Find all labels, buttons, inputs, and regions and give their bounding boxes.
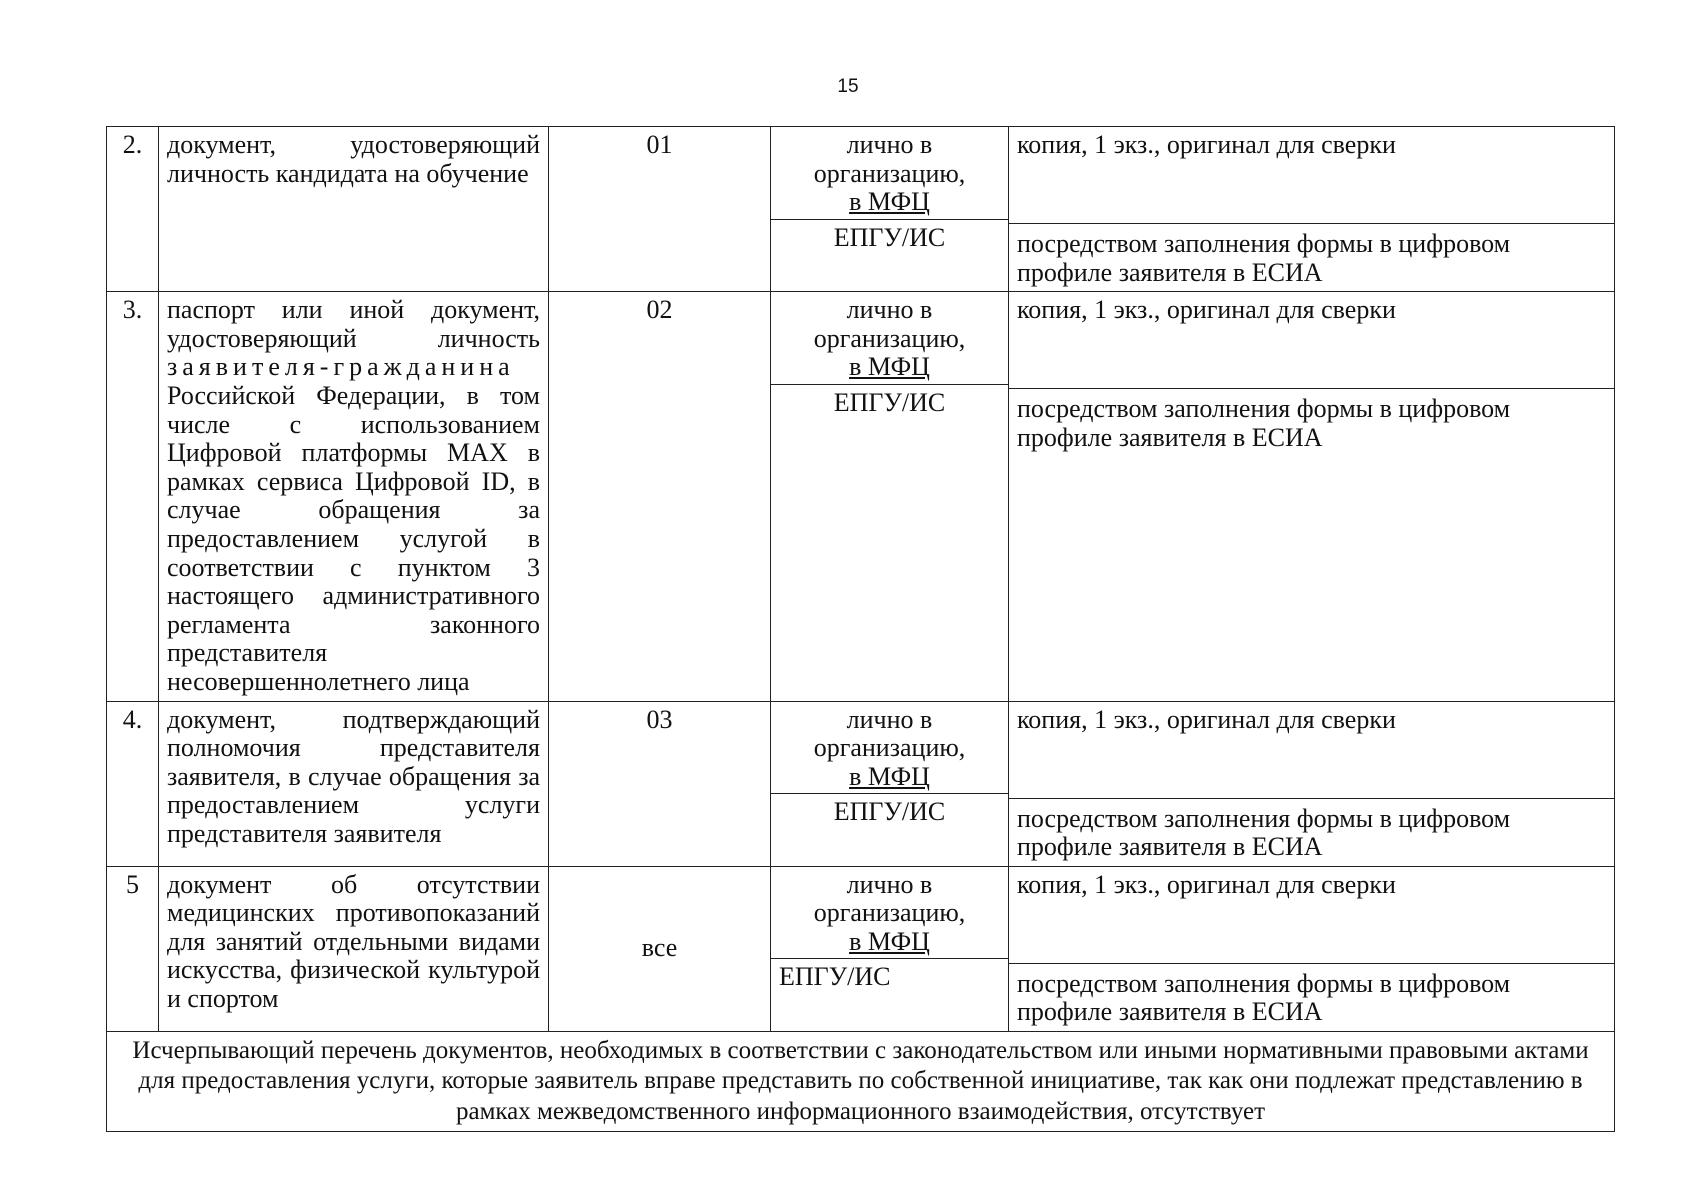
footer-note: Исчерпывающий перечень документов, необходимых в соответствии с законодательством или иными нормативными правовыми актами для предоставления услуги, которые заявитель вправе представить по собственной инициативе, так как они подлежат представлению в рамках межведомственного информационного взаимодействия, отсутствует bbox=[107, 1031, 1615, 1132]
form-online: посредством заполнения формы в цифровом профиле заявителя в ЕСИА bbox=[1017, 394, 1511, 452]
method-personal: лично в организацию, bbox=[813, 130, 966, 188]
document-name: документ, удостоверяющий личность кандидата на обучение bbox=[159, 127, 549, 292]
form-online: посредством заполнения формы в цифровом профиле заявителя в ЕСИА bbox=[1017, 229, 1511, 287]
document-name bbox=[159, 292, 549, 701]
category-code: все bbox=[549, 866, 771, 1031]
documents-table bbox=[106, 126, 1615, 1132]
form-personal: копия, 1 экз., оригинал для сверки bbox=[1009, 702, 1614, 799]
method-personal-block bbox=[771, 127, 1008, 220]
row-number: 2. bbox=[107, 127, 159, 292]
method-personal-block bbox=[771, 702, 1008, 795]
form-online: посредством заполнения формы в цифровом профиле заявителя в ЕСИА bbox=[1017, 803, 1511, 862]
document-name-spaced: заявителя-гражданина bbox=[167, 352, 515, 382]
document-name-part: паспорт или иной документ, удостоверяющий личность bbox=[167, 295, 540, 353]
table-row bbox=[107, 701, 1615, 866]
submission-method bbox=[771, 866, 1009, 1031]
method-online: ЕПГУ/ИС bbox=[833, 797, 946, 827]
category-code: 02 bbox=[549, 292, 771, 701]
form-personal: копия, 1 экз., оригинал для сверки bbox=[1009, 127, 1614, 224]
method-online: ЕПГУ/ИС bbox=[833, 387, 946, 417]
submission-form bbox=[1009, 292, 1615, 701]
method-mfc: в МФЦ bbox=[849, 926, 930, 956]
page-number: 15 bbox=[837, 76, 859, 97]
table-row bbox=[107, 127, 1615, 292]
method-personal: лично в организацию, bbox=[813, 295, 966, 353]
document-name-part: Российской Федерации, в том числе с использованием Цифровой платформы MAX в рамках сервиса Цифровой ID, в случае обращения за предоставлением услугой в соответствии с пунктом 3 настоящего административного регламента законного представителя несовершеннолетнего лица bbox=[167, 380, 540, 696]
method-mfc: в МФЦ bbox=[849, 352, 930, 382]
row-number: 3. bbox=[107, 292, 159, 701]
document-name: документ об отсутствии медицинских противопоказаний для занятий отдельными видами искусства, физической культурой и спортом bbox=[159, 866, 549, 1031]
table-footer-row bbox=[107, 1031, 1615, 1132]
method-mfc: в МФЦ bbox=[849, 187, 930, 217]
category-code: 01 bbox=[549, 127, 771, 292]
table-row bbox=[107, 292, 1615, 701]
submission-form bbox=[1009, 866, 1615, 1031]
submission-method bbox=[771, 292, 1009, 701]
row-number: 4. bbox=[107, 701, 159, 866]
submission-method bbox=[771, 127, 1009, 292]
category-code: 03 bbox=[549, 701, 771, 866]
method-mfc: в МФЦ bbox=[849, 761, 930, 791]
method-online: ЕПГУ/ИС bbox=[779, 962, 891, 992]
submission-method bbox=[771, 701, 1009, 866]
table-row bbox=[107, 866, 1615, 1031]
form-personal: копия, 1 экз., оригинал для сверки bbox=[1009, 867, 1614, 964]
submission-form bbox=[1009, 127, 1615, 292]
document-name: документ, подтверждающий полномочия представителя заявителя, в случае обращения за предоставлением услуги представителя заявителя bbox=[159, 701, 549, 866]
row-number: 5 bbox=[107, 866, 159, 1031]
submission-form bbox=[1009, 701, 1615, 866]
form-personal: копия, 1 экз., оригинал для сверки bbox=[1009, 292, 1614, 389]
method-personal: лично в организацию, bbox=[813, 704, 966, 763]
form-online: посредством заполнения формы в цифровом профиле заявителя в ЕСИА bbox=[1017, 968, 1511, 1027]
method-personal-block bbox=[771, 292, 1008, 385]
method-online: ЕПГУ/ИС bbox=[833, 222, 946, 252]
method-personal: лично в организацию, bbox=[813, 869, 966, 928]
method-personal-block bbox=[771, 867, 1008, 960]
